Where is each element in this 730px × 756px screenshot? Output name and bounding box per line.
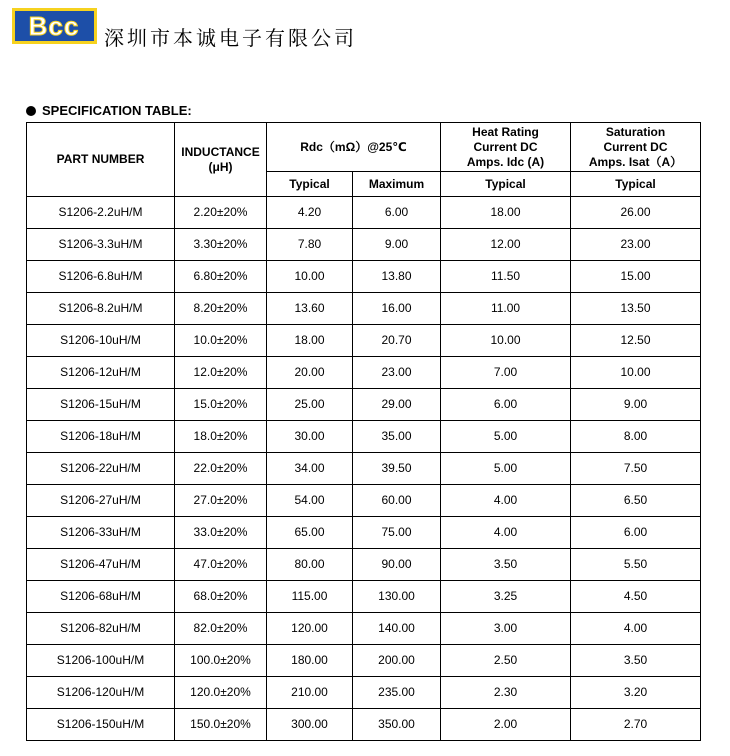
table-row xyxy=(27,581,701,613)
rdc-typical-cell: 18.00 xyxy=(267,325,353,357)
table-row xyxy=(27,453,701,485)
inductance-cell: 33.0±20% xyxy=(175,517,267,549)
part-number-cell: S1206-10uH/M xyxy=(27,325,175,357)
heat-rating-cell: 4.00 xyxy=(441,517,571,549)
rdc-typical-cell: 7.80 xyxy=(267,229,353,261)
inductance-cell: 150.0±20% xyxy=(175,709,267,741)
saturation-cell: 2.70 xyxy=(571,709,701,741)
company-name: 深圳市本诚电子有限公司 xyxy=(104,26,357,50)
rdc-maximum-cell: 39.50 xyxy=(353,453,441,485)
heat-rating-cell: 3.25 xyxy=(441,581,571,613)
inductance-cell: 8.20±20% xyxy=(175,293,267,325)
header-sat-typical: Typical xyxy=(571,172,701,197)
saturation-cell: 10.00 xyxy=(571,357,701,389)
saturation-cell: 4.00 xyxy=(571,613,701,645)
part-number-cell: S1206-18uH/M xyxy=(27,421,175,453)
part-number-cell: S1206-27uH/M xyxy=(27,485,175,517)
saturation-cell: 12.50 xyxy=(571,325,701,357)
inductance-cell: 10.0±20% xyxy=(175,325,267,357)
rdc-typical-cell: 30.00 xyxy=(267,421,353,453)
heat-rating-cell: 4.00 xyxy=(441,485,571,517)
rdc-maximum-cell: 29.00 xyxy=(353,389,441,421)
header-saturation: Saturation Current DC Amps. Isat（A） xyxy=(571,123,701,172)
rdc-typical-cell: 210.00 xyxy=(267,677,353,709)
heat-rating-cell: 11.50 xyxy=(441,261,571,293)
rdc-typical-cell: 65.00 xyxy=(267,517,353,549)
rdc-maximum-cell: 60.00 xyxy=(353,485,441,517)
company-logo xyxy=(12,8,97,44)
part-number-cell: S1206-6.8uH/M xyxy=(27,261,175,293)
part-number-cell: S1206-3.3uH/M xyxy=(27,229,175,261)
rdc-maximum-cell: 75.00 xyxy=(353,517,441,549)
rdc-maximum-cell: 23.00 xyxy=(353,357,441,389)
part-number-cell: S1206-82uH/M xyxy=(27,613,175,645)
part-number-cell: S1206-12uH/M xyxy=(27,357,175,389)
inductance-cell: 27.0±20% xyxy=(175,485,267,517)
rdc-typical-cell: 20.00 xyxy=(267,357,353,389)
header-rdc-typical: Typical xyxy=(267,172,353,197)
part-number-cell: S1206-2.2uH/M xyxy=(27,197,175,229)
inductance-cell: 3.30±20% xyxy=(175,229,267,261)
inductance-cell: 100.0±20% xyxy=(175,645,267,677)
rdc-maximum-cell: 90.00 xyxy=(353,549,441,581)
rdc-typical-cell: 54.00 xyxy=(267,485,353,517)
heat-rating-cell: 11.00 xyxy=(441,293,571,325)
saturation-cell: 8.00 xyxy=(571,421,701,453)
saturation-cell: 9.00 xyxy=(571,389,701,421)
part-number-cell: S1206-33uH/M xyxy=(27,517,175,549)
header-part-number: PART NUMBER xyxy=(27,123,175,197)
rdc-maximum-cell: 140.00 xyxy=(353,613,441,645)
saturation-cell: 23.00 xyxy=(571,229,701,261)
table-row xyxy=(27,709,701,741)
heat-rating-cell: 7.00 xyxy=(441,357,571,389)
table-row xyxy=(27,325,701,357)
rdc-maximum-cell: 350.00 xyxy=(353,709,441,741)
header-inductance-line1: INDUCTANCE xyxy=(181,144,260,159)
header-heat-typical: Typical xyxy=(441,172,571,197)
inductance-cell: 6.80±20% xyxy=(175,261,267,293)
table-row xyxy=(27,389,701,421)
heat-rating-cell: 12.00 xyxy=(441,229,571,261)
heat-rating-cell: 3.50 xyxy=(441,549,571,581)
header-inductance-line2: (μH) xyxy=(208,159,233,174)
part-number-cell: S1206-15uH/M xyxy=(27,389,175,421)
rdc-typical-cell: 300.00 xyxy=(267,709,353,741)
header-heat-rating: Heat Rating Current DC Amps. Idc (A) xyxy=(441,123,571,172)
saturation-cell: 5.50 xyxy=(571,549,701,581)
rdc-typical-cell: 34.00 xyxy=(267,453,353,485)
table-row xyxy=(27,229,701,261)
rdc-maximum-cell: 20.70 xyxy=(353,325,441,357)
svg-text:Bcc: Bcc xyxy=(28,11,80,41)
heat-rating-cell: 2.00 xyxy=(441,709,571,741)
saturation-cell: 13.50 xyxy=(571,293,701,325)
rdc-typical-cell: 120.00 xyxy=(267,613,353,645)
table-row xyxy=(27,261,701,293)
rdc-maximum-cell: 13.80 xyxy=(353,261,441,293)
table-row xyxy=(27,517,701,549)
saturation-cell: 6.50 xyxy=(571,485,701,517)
inductance-cell: 12.0±20% xyxy=(175,357,267,389)
part-number-cell: S1206-100uH/M xyxy=(27,645,175,677)
inductance-cell: 82.0±20% xyxy=(175,613,267,645)
rdc-typical-cell: 115.00 xyxy=(267,581,353,613)
table-row xyxy=(27,485,701,517)
saturation-cell: 3.20 xyxy=(571,677,701,709)
heat-rating-cell: 2.30 xyxy=(441,677,571,709)
part-number-cell: S1206-8.2uH/M xyxy=(27,293,175,325)
table-row xyxy=(27,197,701,229)
rdc-maximum-cell: 6.00 xyxy=(353,197,441,229)
part-number-cell: S1206-68uH/M xyxy=(27,581,175,613)
table-row xyxy=(27,357,701,389)
inductance-cell: 120.0±20% xyxy=(175,677,267,709)
rdc-maximum-cell: 16.00 xyxy=(353,293,441,325)
saturation-cell: 7.50 xyxy=(571,453,701,485)
rdc-typical-cell: 25.00 xyxy=(267,389,353,421)
table-row xyxy=(27,645,701,677)
saturation-cell: 3.50 xyxy=(571,645,701,677)
heat-rating-cell: 10.00 xyxy=(441,325,571,357)
rdc-maximum-cell: 200.00 xyxy=(353,645,441,677)
heat-rating-cell: 6.00 xyxy=(441,389,571,421)
section-title xyxy=(26,103,192,118)
inductance-cell: 22.0±20% xyxy=(175,453,267,485)
page-header xyxy=(12,8,712,48)
heat-rating-cell: 3.00 xyxy=(441,613,571,645)
rdc-typical-cell: 180.00 xyxy=(267,645,353,677)
rdc-typical-cell: 4.20 xyxy=(267,197,353,229)
part-number-cell: S1206-47uH/M xyxy=(27,549,175,581)
header-rdc: Rdc（mΩ）@25℃ xyxy=(267,123,441,172)
table-body xyxy=(27,197,701,741)
specification-table xyxy=(26,122,701,741)
heat-rating-cell: 18.00 xyxy=(441,197,571,229)
rdc-typical-cell: 10.00 xyxy=(267,261,353,293)
heat-rating-cell: 2.50 xyxy=(441,645,571,677)
table-row xyxy=(27,549,701,581)
inductance-cell: 18.0±20% xyxy=(175,421,267,453)
heat-rating-cell: 5.00 xyxy=(441,453,571,485)
header-rdc-maximum: Maximum xyxy=(353,172,441,197)
table-row xyxy=(27,421,701,453)
part-number-cell: S1206-150uH/M xyxy=(27,709,175,741)
rdc-typical-cell: 13.60 xyxy=(267,293,353,325)
bullet-icon xyxy=(26,106,36,116)
saturation-cell: 4.50 xyxy=(571,581,701,613)
inductance-cell: 2.20±20% xyxy=(175,197,267,229)
inductance-cell: 68.0±20% xyxy=(175,581,267,613)
table-row xyxy=(27,293,701,325)
inductance-cell: 47.0±20% xyxy=(175,549,267,581)
rdc-maximum-cell: 130.00 xyxy=(353,581,441,613)
rdc-maximum-cell: 35.00 xyxy=(353,421,441,453)
saturation-cell: 6.00 xyxy=(571,517,701,549)
part-number-cell: S1206-120uH/M xyxy=(27,677,175,709)
section-title-text: SPECIFICATION TABLE: xyxy=(42,103,192,118)
table-row xyxy=(27,613,701,645)
rdc-typical-cell: 80.00 xyxy=(267,549,353,581)
rdc-maximum-cell: 9.00 xyxy=(353,229,441,261)
heat-rating-cell: 5.00 xyxy=(441,421,571,453)
inductance-cell: 15.0±20% xyxy=(175,389,267,421)
header-inductance xyxy=(175,123,267,197)
table-row xyxy=(27,677,701,709)
part-number-cell: S1206-22uH/M xyxy=(27,453,175,485)
saturation-cell: 26.00 xyxy=(571,197,701,229)
rdc-maximum-cell: 235.00 xyxy=(353,677,441,709)
saturation-cell: 15.00 xyxy=(571,261,701,293)
